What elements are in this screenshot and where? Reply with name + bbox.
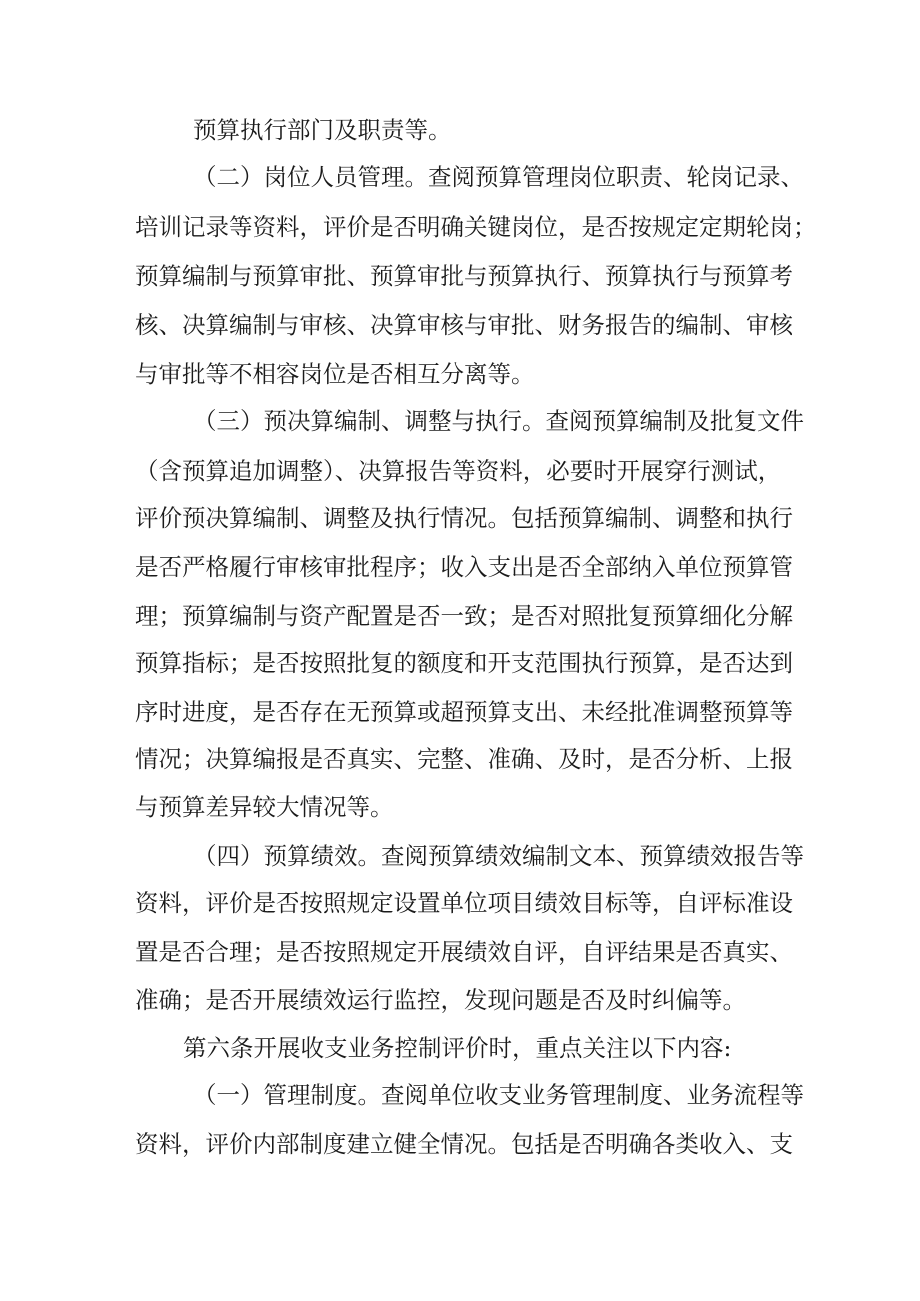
text-line: 与预算差异较大情况等。 bbox=[135, 793, 394, 821]
text-line: （四）预算绩效。查阅预算绩效编制文本、预算绩效报告等 bbox=[193, 842, 804, 870]
text-line: 核、决算编制与审核、决算审核与审批、财务报告的编制、审核 bbox=[135, 311, 793, 339]
text-line: 第六条开展收支业务控制评价时，重点关注以下内容: bbox=[183, 1034, 732, 1062]
text-line: 资料，评价是否按照规定设置单位项目绩效目标等，自评标准设 bbox=[135, 889, 793, 917]
text-line: （二）岗位人员管理。查阅预算管理岗位职责、轮岗记录、 bbox=[193, 163, 804, 191]
text-line: 准确；是否开展绩效运行监控，发现问题是否及时纠偏等。 bbox=[135, 986, 746, 1014]
text-line: 与审批等不相容岗位是否相互分离等。 bbox=[135, 360, 535, 388]
text-line: 置是否合理；是否按照规定开展绩效自评，自评结果是否真实、 bbox=[135, 938, 793, 966]
text-line: 情况；决算编报是否真实、完整、准确、及时，是否分析、上报 bbox=[135, 745, 793, 773]
text-line: 预算编制与预算审批、预算审批与预算执行、预算执行与预算考 bbox=[135, 262, 793, 290]
text-line: （含预算追加调整）、决算报告等资料，必要时开展穿行测试， bbox=[135, 457, 782, 485]
text-line: 预算指标；是否按照批复的额度和开支范围执行预算，是否达到 bbox=[135, 649, 793, 677]
text-line: 资料，评价内部制度建立健全情况。包括是否明确各类收入、支 bbox=[135, 1130, 793, 1158]
text-line: 理；预算编制与资产配置是否一致；是否对照批复预算细化分解 bbox=[135, 602, 793, 630]
text-line: 序时进度，是否存在无预算或超预算支出、未经批准调整预算等 bbox=[135, 698, 793, 726]
text-line: 培训记录等资料，评价是否明确关键岗位，是否按规定定期轮岗； bbox=[135, 213, 817, 241]
text-line: 是否严格履行审核审批程序；收入支出是否全部纳入单位预算管 bbox=[135, 553, 793, 581]
text-line: 预算执行部门及职责等。 bbox=[193, 116, 452, 144]
text-line: 评价预决算编制、调整及执行情况。包括预算编制、调整和执行 bbox=[135, 504, 793, 532]
text-line: （一）管理制度。查阅单位收支业务管理制度、业务流程等 bbox=[193, 1081, 804, 1109]
text-line: （三）预决算编制、调整与执行。查阅预算编制及批复文件 bbox=[193, 407, 804, 435]
